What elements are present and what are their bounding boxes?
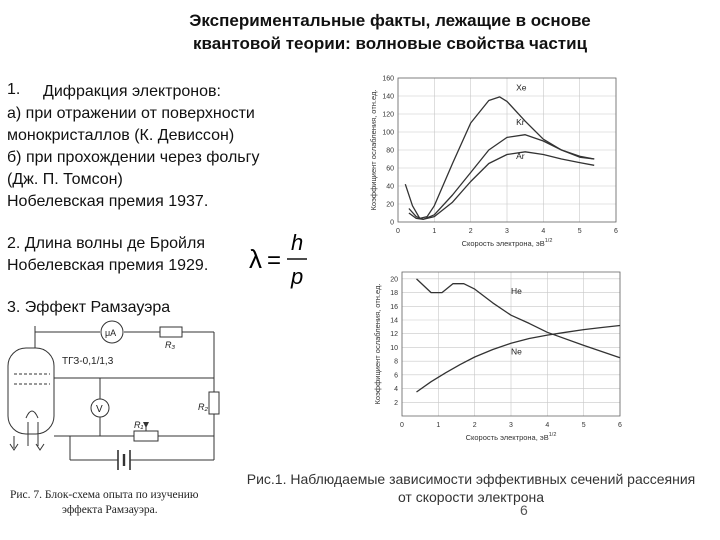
x-tick-label: 6 [614,228,618,235]
slide-title-line1: Экспериментальные факты, лежащие в основе [189,11,591,30]
y-tick-label: 6 [394,372,398,380]
resistor-r2 [209,392,219,414]
x-tick-label: 3 [509,422,513,429]
circuit-caption-line2: эффекта Рамзауэра. [62,504,158,516]
resistor-r1 [134,431,158,441]
y-tick-label: 12 [390,331,398,339]
x-tick-label: 3 [505,228,509,235]
series-line-ne [417,326,621,393]
formula-lambda: λ [249,244,262,274]
y-tick-label: 160 [382,75,394,83]
series-line-kr [409,135,594,220]
r2-label: R₂ [198,402,208,412]
voltmeter-label: V [96,404,103,415]
y-tick-label: 8 [394,358,398,366]
x-tick-label: 1 [436,422,441,429]
x-axis-label-text: Скорость электрона, эВ [465,433,549,442]
x-tick-label: 5 [577,228,582,235]
y-tick-label: 14 [390,317,398,325]
slide-title-line2: квантовой теории: волновые свойства частиц [192,34,588,53]
y-tick-label: 16 [390,303,398,311]
x-axis-label-superscript: 1/2 [548,432,557,438]
y-tick-label: 18 [390,290,398,298]
y-tick-label: 10 [390,344,398,352]
chart-he-ne [368,266,658,456]
y-tick-label: 120 [382,111,394,119]
y-tick-label: 20 [390,276,398,284]
ramsauer-circuit [0,318,240,488]
x-axis-label [466,432,557,442]
x-tick-label: 4 [545,422,550,429]
y-tick-label: 80 [386,147,394,155]
formula-numerator: h [291,230,304,255]
y-tick-label: 0 [390,219,394,227]
y-tick-label: 20 [386,201,394,209]
r1-label: R₁ [134,420,144,430]
x-tick-label: 0 [396,228,400,235]
r3-label: R₃ [165,340,176,350]
series-label-ar: Ar [516,151,525,161]
series-label-xe: Xe [516,82,527,93]
item2-prize: Нобелевская премия 1929. [7,257,209,274]
item3-heading: 3. Эффект Рамзауэра [7,299,171,316]
x-tick-label: 1 [432,228,437,235]
figure-caption-line1: Рис.1. Наблюдаемые зависимости эффективных сечений рассеяния [246,471,696,487]
circuit-caption-line1: Рис. 7. Блок-схема опыта по изучению [10,489,199,501]
y-tick-label: 4 [394,386,398,394]
item1-prize: Нобелевская премия 1937. [7,193,209,210]
lamp-envelope [8,348,54,434]
figure-caption-line2: от скорости электрона [397,489,545,505]
resistor-r3 [160,327,182,337]
series-label-he: He [511,285,522,296]
potentiometer-arrow-icon [143,422,149,428]
item1-a-line2: монокристаллов (К. Девиссон) [7,127,235,144]
item1-b-line2: (Дж. П. Томсон) [7,171,123,188]
y-tick-label: 2 [394,399,398,407]
lamp-label: ТГЗ-0,1/1,3 [62,356,114,367]
series-line-ar [409,152,594,220]
item1-heading: Дифракция электронов: [43,83,221,100]
x-tick-label: 6 [618,422,622,429]
series-label-kr: Kr [516,116,525,127]
item2-heading: 2. Длина волны де Бройля [7,235,205,252]
chart-xe-kr-ar [352,72,642,262]
x-tick-label: 4 [541,228,546,235]
formula-denominator: p [291,264,304,289]
x-axis-label-text: Скорость электрона, эВ [461,239,545,248]
microammeter-label: μA [105,328,117,338]
formula-equals: = [267,247,282,274]
x-axis-label-superscript: 1/2 [544,238,553,244]
y-axis-label: Коэффициент ослабления, отн.ед. [373,283,382,405]
y-tick-label: 100 [382,129,394,137]
x-tick-label: 0 [400,422,404,429]
series-label-ne: Ne [511,346,522,357]
x-tick-label: 2 [468,228,473,235]
de-broglie-formula [245,228,315,292]
x-tick-label: 2 [472,422,477,429]
x-axis-label [462,238,553,248]
y-tick-label: 40 [386,183,394,191]
y-axis-label: Коэффициент ослабления, отн.ед. [369,89,378,211]
y-tick-label: 60 [386,165,394,173]
item1-number: 1. [7,81,21,98]
y-tick-label: 140 [382,93,394,101]
filament [26,411,38,418]
page-number: 6 [520,502,528,518]
x-tick-label: 5 [581,422,586,429]
item1-a-line1: а) при отражении от поверхности [7,105,255,122]
item1-b-line1: б) при прохождении через фольгу [7,149,260,166]
